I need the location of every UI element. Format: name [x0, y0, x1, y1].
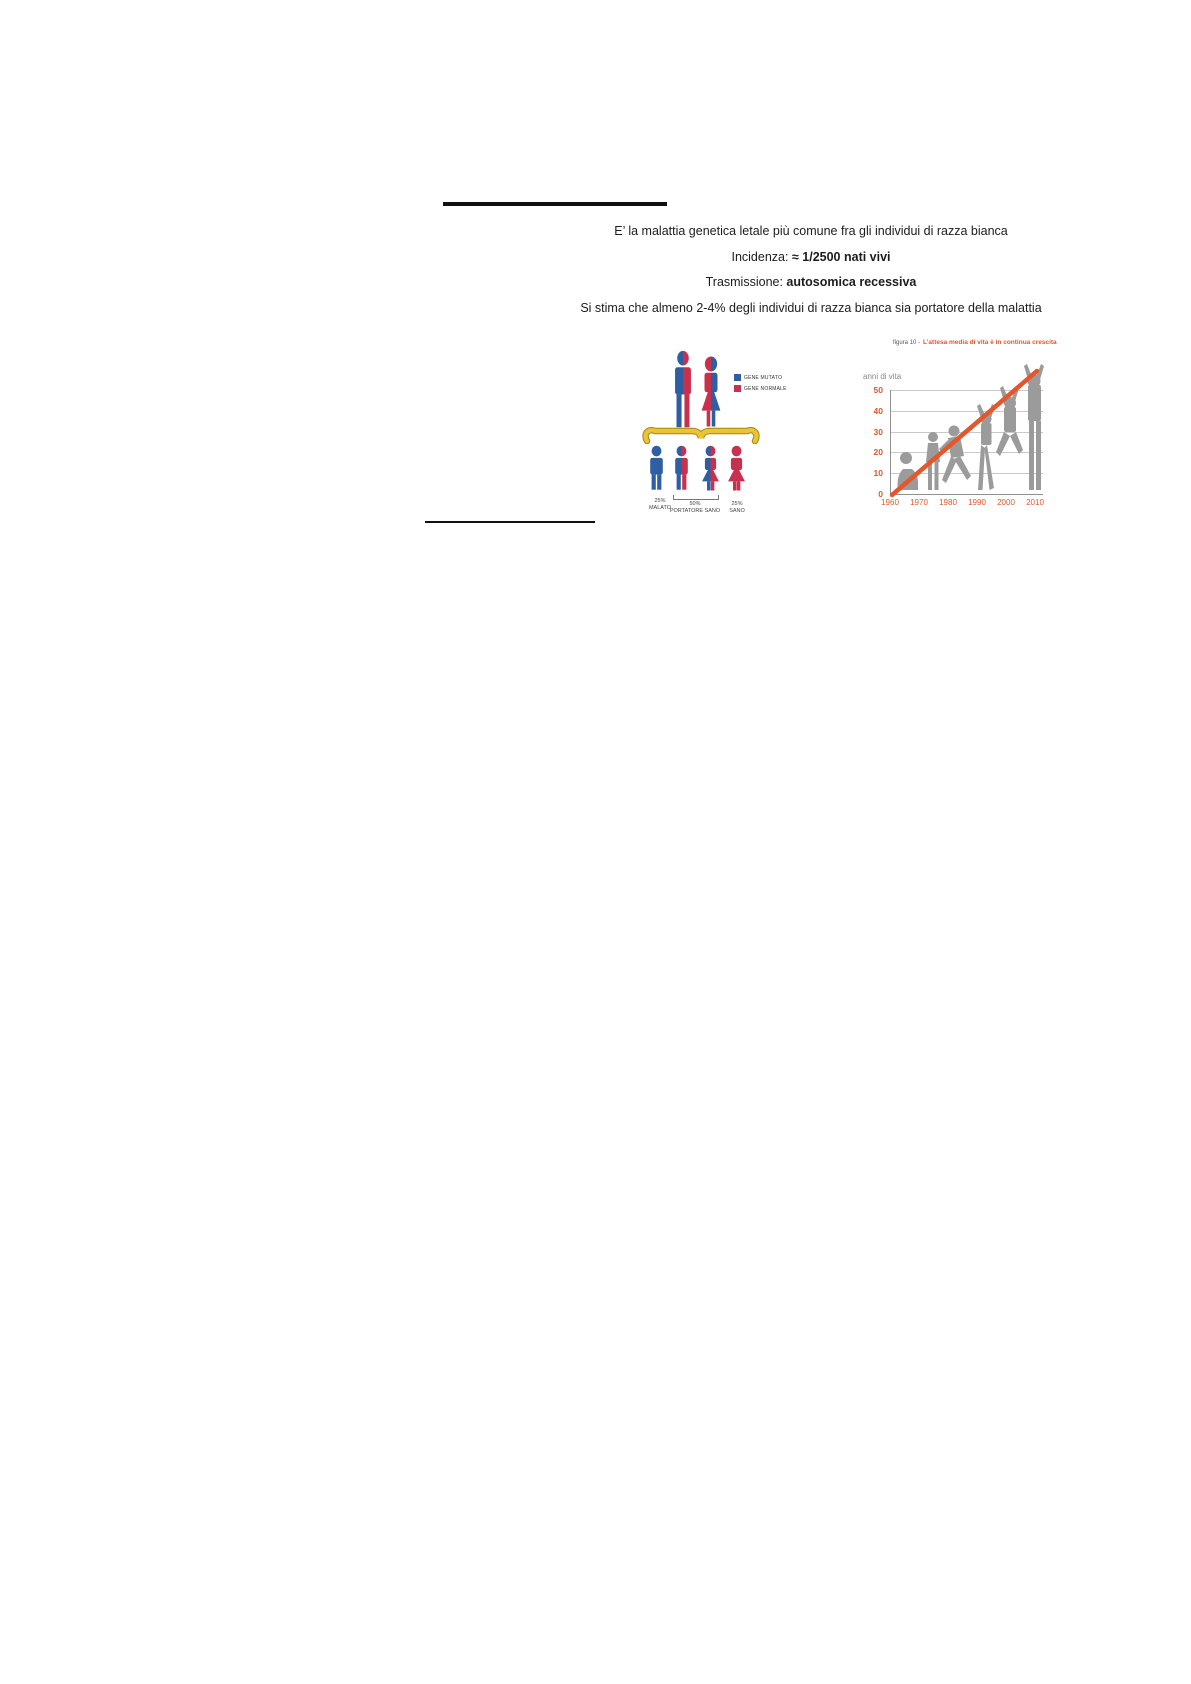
child-carrier-boy-figure: [671, 445, 692, 492]
pedigree-figure: [640, 350, 808, 518]
chart-x-ticks: [881, 498, 1044, 510]
pedigree-legend: [734, 374, 787, 396]
growth-silhouettes-graphic: [891, 390, 1043, 494]
intro-line-3-text: Trasmissione:: [705, 275, 787, 290]
intro-line-2: [431, 245, 1191, 271]
chart-title: [893, 331, 1057, 349]
chart-plot-area: [890, 390, 1043, 495]
gene-normale-label: GENE NORMALE: [744, 385, 787, 392]
ytick-20: 20: [873, 447, 883, 458]
outcome-sano-label: SANO: [729, 508, 745, 514]
legend-row-normal: [734, 385, 787, 392]
ytick-40: 40: [873, 405, 883, 416]
gene-normale-swatch-icon: [734, 385, 741, 392]
outcome-malato-percent: 25%: [654, 498, 666, 504]
ytick-10: 10: [873, 468, 883, 479]
xtick-1980: 1980: [939, 498, 957, 507]
ytick-50: 50: [873, 385, 883, 395]
chart-figure-label: figura 10 -: [893, 340, 921, 346]
chart-y-axis-label: anni di vita: [863, 372, 902, 381]
child-affected-figure: [646, 445, 667, 492]
chart-title-text: L’attesa media di vita è in continua crescita: [923, 339, 1057, 346]
life-expectancy-chart: [805, 328, 1057, 520]
outcome-portatore-percent: 50%: [689, 501, 701, 507]
title-underline-rule: [443, 202, 667, 206]
intro-line-3: [431, 270, 1191, 296]
xtick-1970: 1970: [910, 498, 928, 507]
ytick-0: 0: [878, 489, 883, 499]
outcome-sano-percent: 25%: [731, 501, 743, 507]
xtick-2000: 2000: [997, 498, 1015, 507]
intro-line-3-bold: autosomica recessiva: [786, 275, 917, 290]
intro-line-2-text: Incidenza:: [731, 249, 792, 264]
brace-graphic: [642, 426, 760, 444]
child-carrier-girl-figure: [700, 445, 721, 492]
gene-mutato-swatch-icon: [734, 374, 741, 381]
xtick-1990: 1990: [968, 498, 986, 507]
section-underline-rule: [425, 521, 595, 523]
ytick-30: 30: [873, 426, 883, 437]
legend-row-mutated: [734, 374, 787, 381]
xtick-2010: 2010: [1026, 498, 1044, 507]
outcome-sano: [717, 501, 757, 515]
intro-line-4-text: Si stima che almeno 2-4% degli individui di razza bianca sia portatore della malattia: [580, 301, 1042, 316]
chart-y-ticks: [857, 385, 883, 499]
gene-mutato-label: GENE MUTATO: [744, 374, 783, 381]
intro-line-2-bold: ≈ 1/2500 nati vivi: [791, 249, 891, 264]
intro-line-1: [431, 219, 1191, 245]
outcome-portatore-label: PORTATORE SANO: [669, 508, 721, 514]
father-carrier-figure: [670, 350, 696, 430]
outcome-malato-label: MALATO: [648, 505, 672, 511]
xtick-1960: 1960: [881, 498, 899, 507]
mother-carrier-figure: [698, 356, 724, 430]
intro-line-1-text: E’ la malattia genetica letale più comune fra gli individui di razza bianca: [614, 224, 1008, 238]
intro-text: [431, 219, 1191, 322]
outcome-portatore: [665, 501, 725, 515]
child-healthy-figure: [726, 445, 747, 492]
intro-line-4: [431, 296, 1191, 322]
